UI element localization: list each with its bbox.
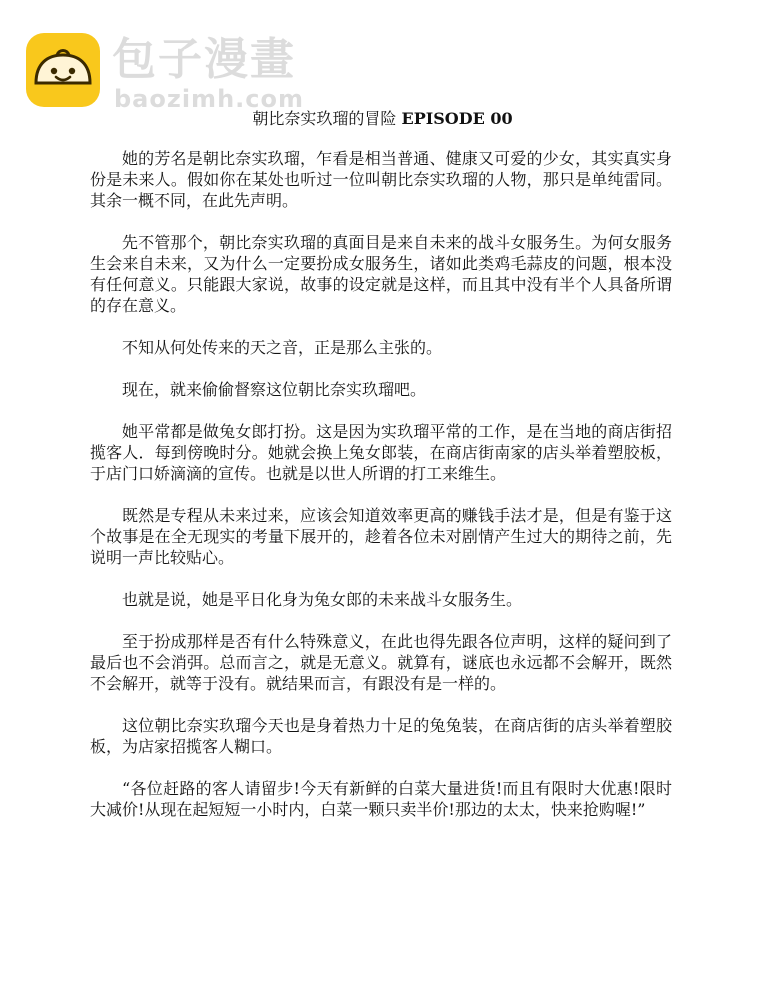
site-watermark <box>26 33 326 113</box>
title-episode: EPISODE 00 <box>401 109 513 128</box>
paragraph: “各位赶路的客人请留步!今天有新鲜的白菜大量进货!而且有限时大优惠!限时大减价!从现在起短短一小时内，白菜一颗只卖半价!那边的太太，快来抢购喔!” <box>90 779 672 819</box>
paragraph: 现在，就来偷偷督察这位朝比奈实玖瑠吧。 <box>122 380 427 399</box>
paragraph: 既然是专程从未来过来，应该会知道效率更高的赚钱手法才是，但是有鉴于这个故事是在全无现实的考量下展开的，趁着各位未对剧情产生过大的期待之前，先说明一声比较贴心。 <box>90 506 672 567</box>
document-body <box>90 148 672 841</box>
document-title <box>0 108 765 130</box>
paragraph: 这位朝比奈实玖瑠今天也是身着热力十足的兔兔装，在商店街的店头举着塑胶板，为店家招揽客人糊口。 <box>90 716 672 756</box>
title-chinese: 朝比奈实玖瑠的冒险 <box>252 109 397 128</box>
paragraph: 她平常都是做兔女郎打扮。这是因为实玖瑠平常的工作，是在当地的商店街招揽客人．每到傍晚时分。她就会换上兔女郎装，在商店街南家的店头举着塑胶板，于店门口娇滴滴的宣传。也就是以世人所谓的打工来维生。 <box>90 422 672 483</box>
bun-face-icon <box>26 33 100 107</box>
paragraph: 也就是说，她是平日化身为兔女郎的未来战斗女服务生。 <box>122 590 523 609</box>
paragraph: 她的芳名是朝比奈实玖瑠，乍看是相当普通、健康又可爱的少女，其实真实身份是未来人。假如你在某处也听过一位叫朝比奈实玖瑠的人物，那只是单纯雷同。其余一概不同，在此先声明。 <box>90 149 672 210</box>
watermark-brand-url: baozimh.com <box>114 85 304 113</box>
watermark-brand-cn: 包子漫畫 <box>112 34 296 85</box>
paragraph: 至于扮成那样是否有什么特殊意义，在此也得先跟各位声明，这样的疑问到了最后也不会消弭。总而言之，就是无意义。就算有，谜底也永远都不会解开，既然不会解开，就等于没有。就结果而言，有跟没有是一样的。 <box>90 632 672 693</box>
paragraph: 先不管那个，朝比奈实玖瑠的真面目是来自未来的战斗女服务生。为何女服务生会来自未来，又为什么一定要扮成女服务生，诸如此类鸡毛蒜皮的问题，根本没有任何意义。只能跟大家说，故事的设定就是这样，而且其中没有半个人具备所谓的存在意义。 <box>90 233 672 315</box>
paragraph: 不知从何处传来的天之音，正是那么主张的。 <box>122 338 443 357</box>
